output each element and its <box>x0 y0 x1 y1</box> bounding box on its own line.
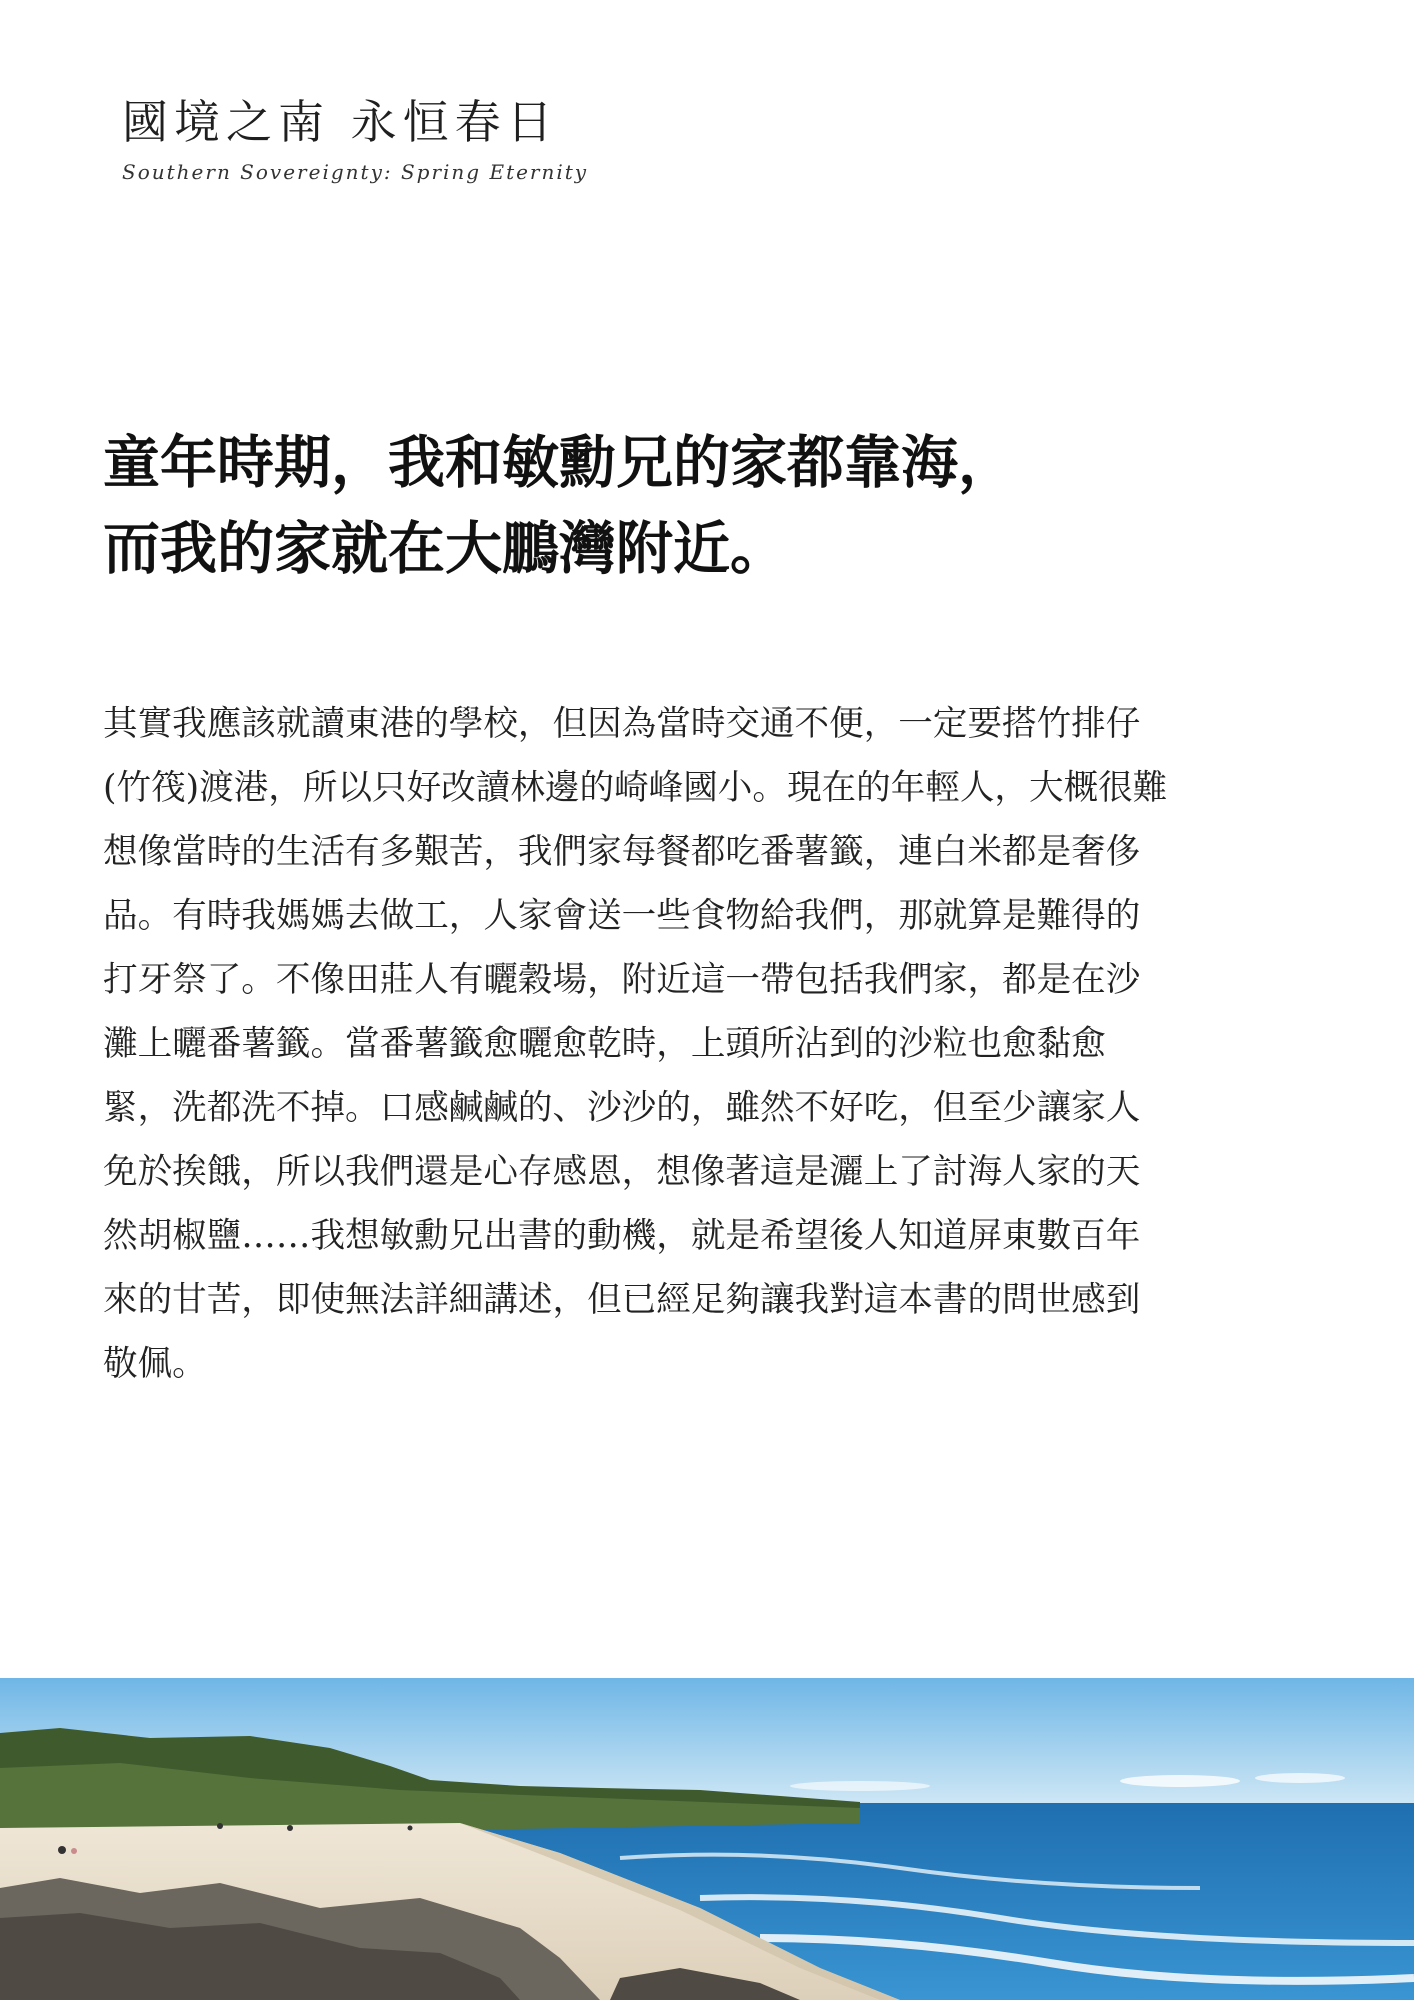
body-line: 灘上曬番薯籤。當番薯籤愈曬愈乾時，上頭所沾到的沙粒也愈黏愈 <box>103 1024 1106 1064</box>
body-line: 敬佩。 <box>103 1344 207 1384</box>
cloud <box>1255 1773 1345 1783</box>
beachgoer <box>58 1846 66 1854</box>
brand-title-zh: 國境之南 永恒春日 <box>122 95 559 149</box>
headline <box>103 420 1303 592</box>
beach-photo-illustration <box>0 1678 1414 2000</box>
beachgoer <box>217 1823 223 1829</box>
beachgoer <box>408 1826 413 1831</box>
body-paragraph <box>103 692 1271 1396</box>
cloud <box>790 1781 930 1791</box>
beachgoer <box>71 1848 77 1854</box>
beach-coastline-photo <box>0 1678 1414 2000</box>
brand-subtitle-en: Southern Sovereignty: Spring Eternity <box>122 160 589 184</box>
body-line: 其實我應該就讀東港的學校，但因為當時交通不便，一定要搭竹排仔 <box>103 704 1141 744</box>
body-line: 免於挨餓，所以我們還是心存感恩，想像著這是灑上了討海人家的天 <box>103 1152 1141 1192</box>
brand-header <box>122 92 682 184</box>
headline-line-1: 童年時期，我和敏勳兄的家都靠海， <box>103 429 1015 496</box>
body-line: 緊，洗都洗不掉。口感鹹鹹的、沙沙的，雖然不好吃，但至少讓家人 <box>103 1088 1141 1128</box>
body-line: 打牙祭了。不像田莊人有曬穀場，附近這一帶包括我們家，都是在沙 <box>103 960 1141 1000</box>
cloud <box>1120 1775 1240 1787</box>
body-line: 想像當時的生活有多艱苦，我們家每餐都吃番薯籤，連白米都是奢侈 <box>103 832 1141 872</box>
headline-line-2: 而我的家就在大鵬灣附近。 <box>103 515 787 582</box>
body-line: 然胡椒鹽……我想敏勳兄出書的動機，就是希望後人知道屏東數百年 <box>103 1216 1141 1256</box>
body-line: 來的甘苦，即使無法詳細講述，但已經足夠讓我對這本書的問世感到 <box>103 1280 1141 1320</box>
beachgoer <box>287 1825 293 1831</box>
body-line: 品。有時我媽媽去做工，人家會送一些食物給我們，那就算是難得的 <box>103 896 1141 936</box>
body-line: (竹筏)渡港，所以只好改讀林邊的崎峰國小。現在的年輕人，大概很難 <box>103 768 1168 808</box>
